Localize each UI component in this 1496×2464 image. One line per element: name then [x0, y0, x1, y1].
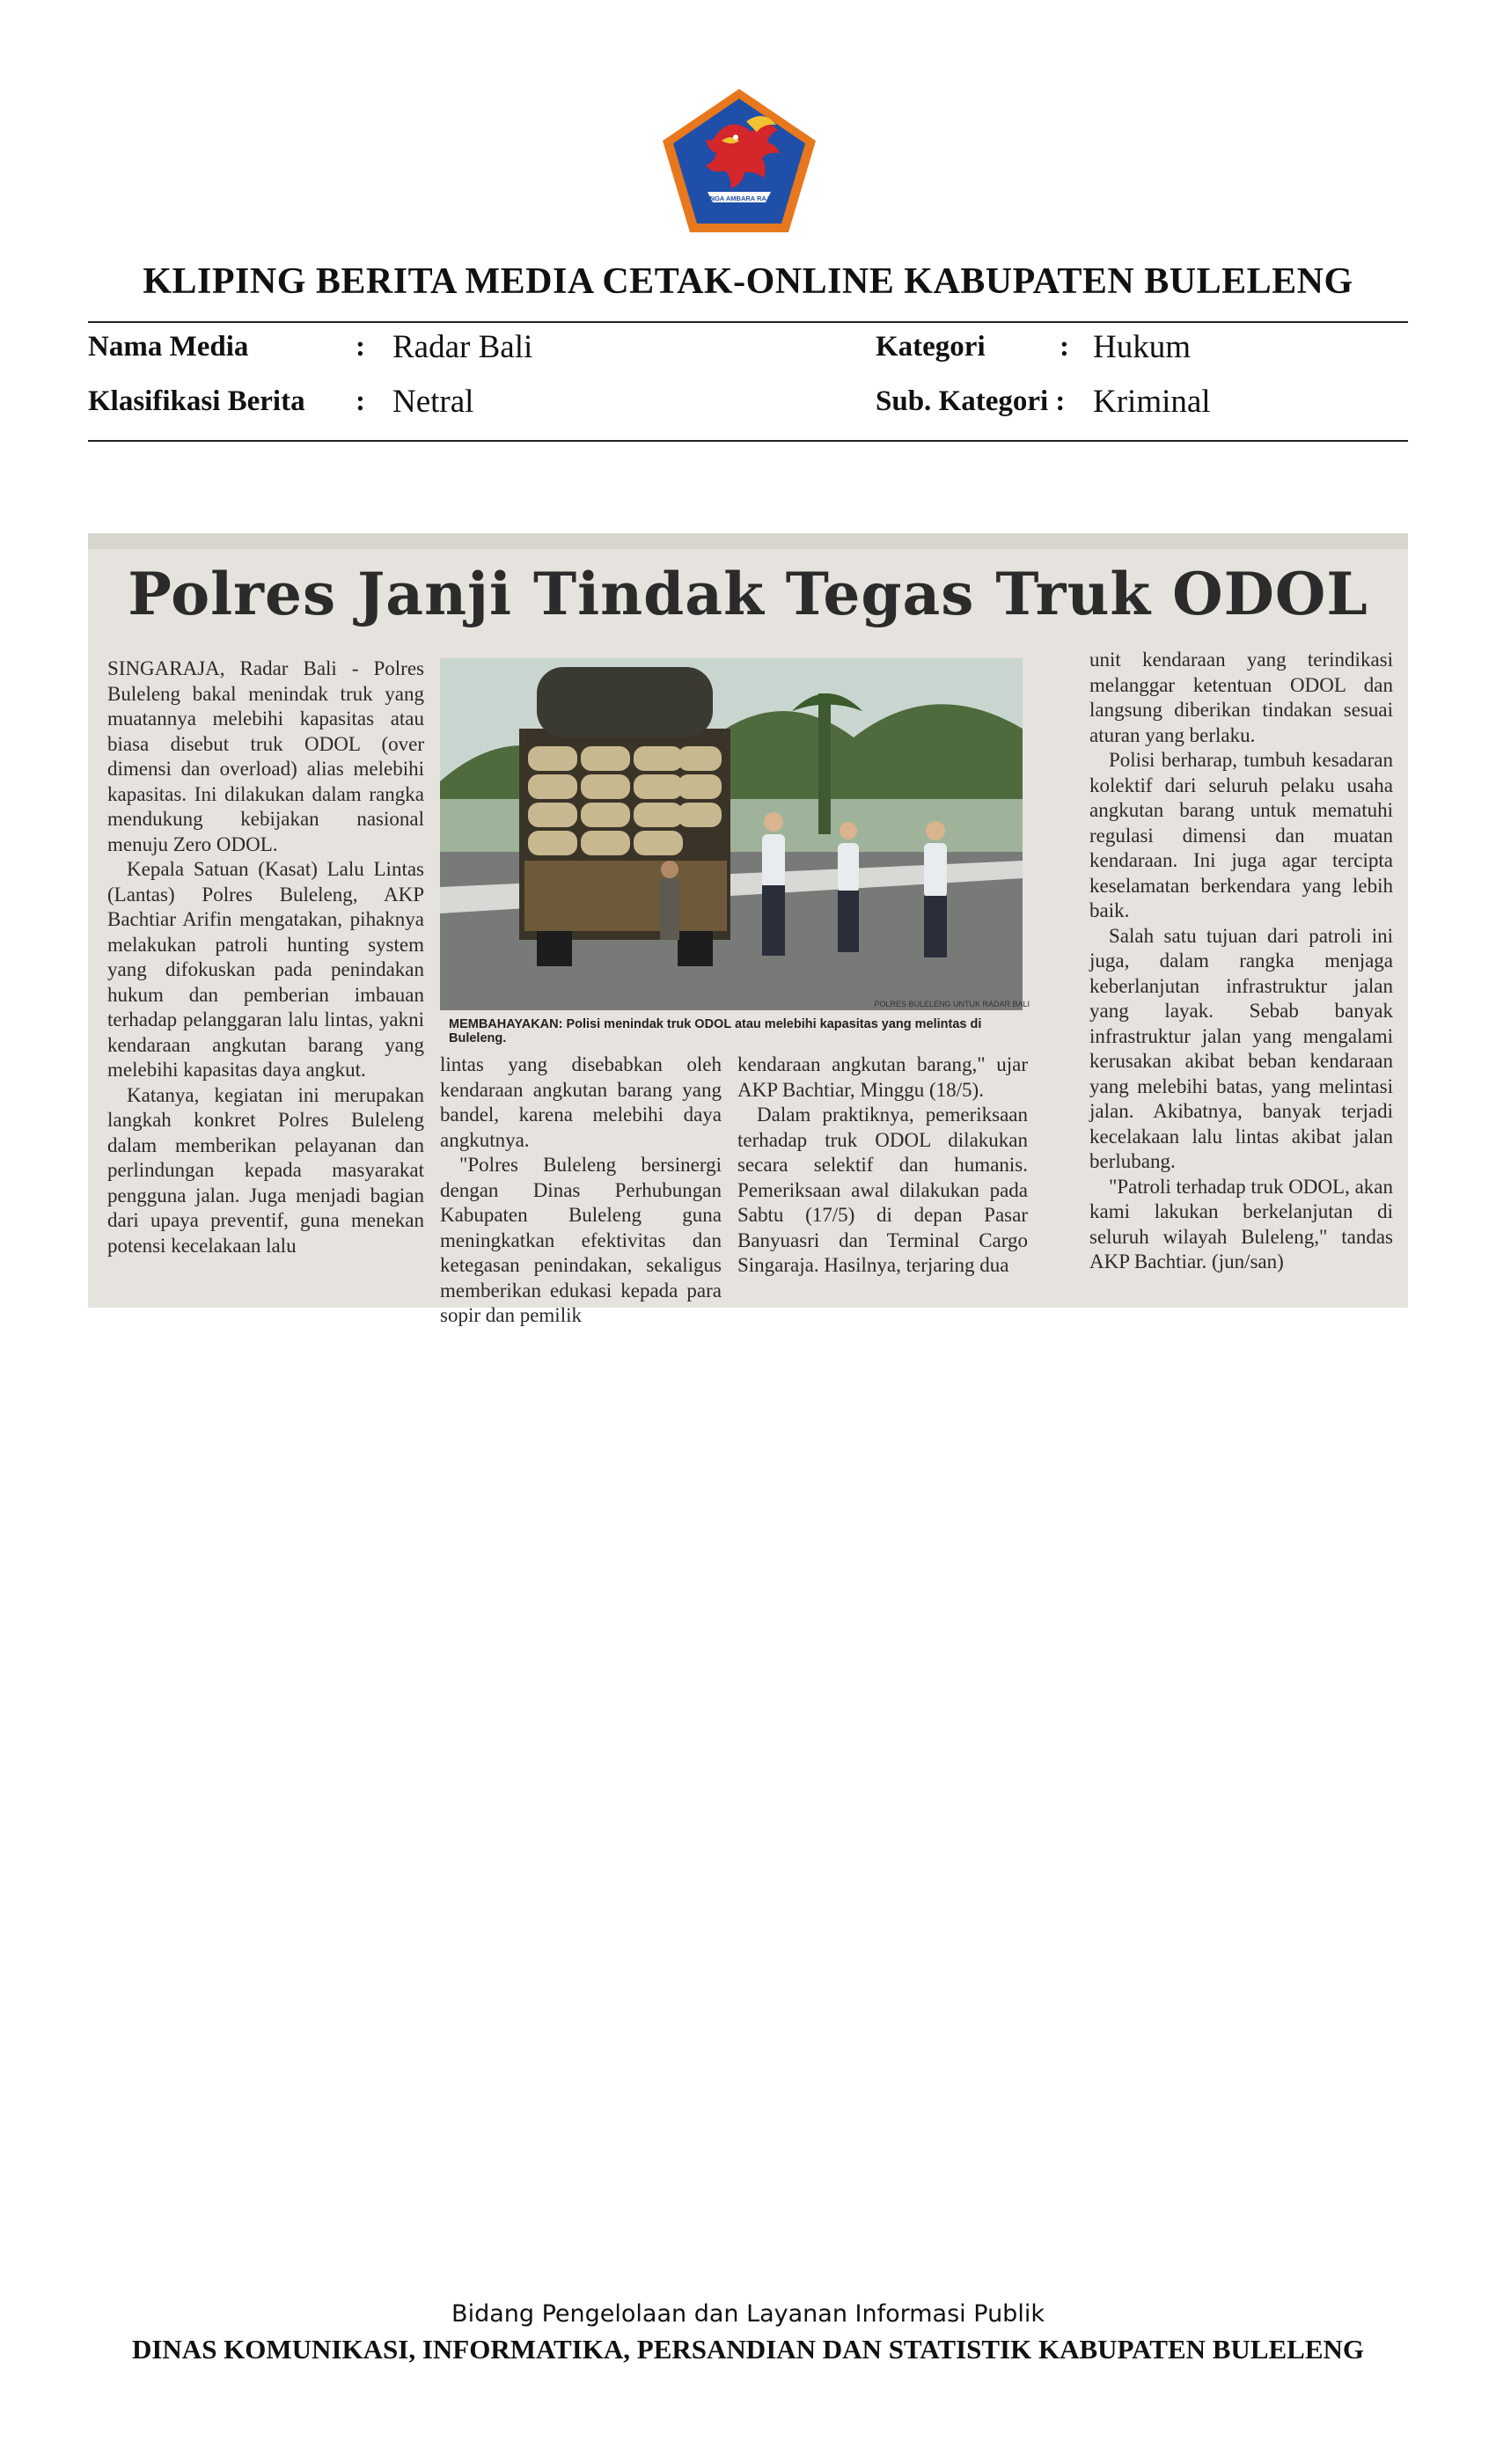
klasifikasi-label: Klasifikasi Berita: [88, 385, 305, 417]
meta-divider: [88, 440, 1408, 442]
nama-media-value: Radar Bali: [392, 329, 533, 365]
article-paragraph: Katanya, kegiatan ini merupakan langkah konkret Polres Buleleng dalam memberikan pelayanan dan perlindungan kepada masyarakat pengguna jalan. Juga menjadi bagian dari upaya preventif, guna menekan potensi kecelakaan lalu: [107, 1083, 424, 1257]
kategori-colon: :: [1060, 331, 1069, 363]
article-column-1: [107, 656, 424, 1258]
clipping-top-band: [88, 533, 1408, 549]
sub-kategori-label: Sub. Kategori :: [876, 385, 1066, 417]
title-divider: [88, 321, 1408, 323]
article-paragraph: "Polres Buleleng bersinergi dengan Dinas Perhubungan Kabupaten Buleleng guna meningkatkan efektivitas dan ketegasan penindakan, sekaligus memberikan edukasi kepada para sopir dan pemilik: [440, 1154, 722, 1326]
article-paragraph: SINGARAJA, Radar Bali - Polres Buleleng bakal menindak truk yang muatannya melebihi kapasitas atau biasa disebut truk ODOL (over dimensi dan overload) alias melebihi kapasitas. Ini dilakukan dalam rangka mendukung kebijakan nasional menuju Zero ODOL.: [107, 657, 424, 855]
klasifikasi-value: Netral: [392, 384, 474, 420]
footer-agency: DINAS KOMUNIKASI, INFORMATIKA, PERSANDIAN DAN STATISTIK KABUPATEN BULELENG: [131, 2334, 1365, 2365]
article-column-4: [1089, 648, 1393, 1275]
singa-ambara-raja-emblem-icon: [660, 86, 818, 236]
article-headline: Polres Janji Tindak Tegas Truk ODOL: [128, 560, 1368, 628]
klasifikasi-colon: :: [356, 385, 365, 417]
photo-caption: MEMBAHAYAKAN: Polisi menindak truk ODOL atau melebihi kapasitas yang melintas di Buleleng.: [449, 1017, 982, 1045]
article-paragraph: kendaraan angkutan barang," ujar AKP Bachtiar, Minggu (18/5).: [737, 1053, 1028, 1101]
sub-kategori-value: Kriminal: [1093, 384, 1211, 420]
article-paragraph: lintas yang disebabkan oleh kendaraan angkutan barang yang bandel, karena melebihi daya angkutnya.: [440, 1053, 722, 1151]
logo: [660, 86, 818, 236]
kategori-label: Kategori: [876, 331, 986, 363]
article-paragraph: unit kendaraan yang terindikasi melanggar ketentuan ODOL dan langsung diberikan tindakan sesuai aturan yang berlaku.: [1089, 649, 1393, 746]
truck-police-photo-icon: [440, 658, 1023, 1010]
article-paragraph: Salah satu tujuan dari patroli ini juga, dalam rangka menjaga keberlanjutan infrastruktur jalan yang layak. Sebab banyak infrastruktur jalan yang mengalami kerusakan akibat beban kendaraan yang melebihi batas, yang melintasi jalan. Akibatnya, banyak terjadi kecelakaan lalu lintas akibat jalan berlubang.: [1089, 924, 1393, 1172]
logo-text: SINGA AMBARA RAJA: [703, 194, 775, 202]
nama-media-label: Nama Media: [88, 331, 249, 363]
article-paragraph: Dalam praktiknya, pemeriksaan terhadap truk ODOL dilakukan secara selektif dan humanis. Pemeriksaan awal dilakukan pada Sabtu (17/5) di depan Pasar Banyuasri dan Terminal Cargo Singaraja. Hasilnya, terjaring dua: [737, 1104, 1028, 1276]
article-paragraph: Kepala Satuan (Kasat) Lalu Lintas (Lantas) Polres Buleleng, AKP Bachtiar Arifin mengatakan, pihaknya melakukan patroli hunting system yang difokuskan pada penindakan hukum dan pemberian imbauan terhadap pelanggaran lalu lintas, yakni kendaraan angkutan barang yang melebihi kapasitas daya angkut.: [107, 858, 424, 1081]
article-column-3: [737, 1052, 1028, 1279]
photo-credit: POLRES BULELENG UNTUK RADAR BALI: [874, 1000, 1030, 1008]
footer-department: Bidang Pengelolaan dan Layanan Informasi Publik: [451, 2300, 1045, 2328]
page-title: KLIPING BERITA MEDIA CETAK-ONLINE KABUPATEN BULELENG: [143, 261, 1353, 302]
nama-media-colon: :: [356, 331, 365, 363]
article-photo: [440, 658, 1023, 1010]
article-paragraph: Polisi berharap, tumbuh kesadaran kolektif dari seluruh pelaku usaha angkutan barang untuk mematuhi regulasi dimensi dan muatan kendaraan. Ini juga agar tercipta keselamatan berkendara yang lebih baik.: [1089, 749, 1393, 921]
article-column-2: [440, 1052, 722, 1329]
article-paragraph: "Patroli terhadap truk ODOL, akan kami lakukan berkelanjutan di seluruh wilayah Buleleng," tandas AKP Bachtiar. (jun/san): [1089, 1175, 1393, 1272]
news-clipping: [88, 533, 1408, 1326]
kategori-value: Hukum: [1093, 329, 1191, 365]
